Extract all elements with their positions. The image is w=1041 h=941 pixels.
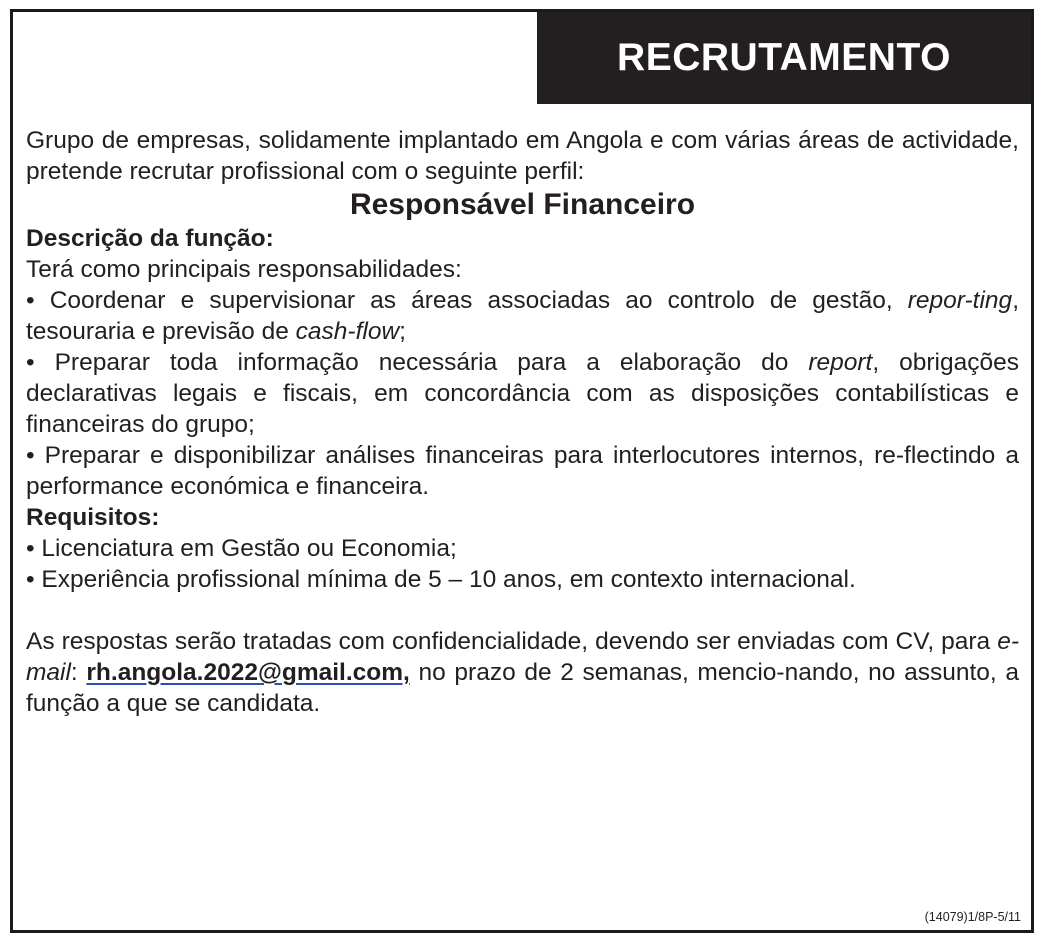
closing-paragraph bbox=[26, 626, 1019, 719]
description-bullet: • Preparar e disponibilizar análises financeiras para interlocutores internos, re-flectindo a performance económica e financeira. bbox=[26, 442, 1019, 500]
description-heading: Descrição da função: bbox=[26, 225, 274, 252]
bullet-text: , tesouraria e previsão de bbox=[26, 287, 1019, 345]
header-banner: RECRUTAMENTO bbox=[537, 12, 1031, 104]
bullet-emphasis: repor-ting bbox=[907, 287, 1013, 314]
description-bullet bbox=[26, 347, 1019, 440]
closing-text: : bbox=[70, 659, 87, 686]
description-lead: Terá como principais responsabilidades: bbox=[26, 256, 462, 283]
bullet-text: • Preparar toda informação necessária para a elaboração do bbox=[26, 349, 809, 376]
email-label: e-mail bbox=[26, 628, 1019, 686]
bullet-text: • Coordenar e supervisionar as áreas associadas ao controlo de gestão, bbox=[26, 287, 908, 314]
spacer bbox=[26, 595, 1019, 626]
requirement-item: • Licenciatura em Gestão ou Economia; bbox=[26, 535, 457, 562]
intro-paragraph: Grupo de empresas, solidamente implantado em Angola e com várias áreas de actividade, pretende recrutar profissional com o seguinte perfil: bbox=[26, 127, 1019, 185]
requirements-heading: Requisitos: bbox=[26, 504, 160, 531]
ad-content bbox=[26, 125, 1019, 719]
email-link[interactable]: rh.angola.2022@gmail.com, bbox=[86, 659, 410, 686]
bullet-emphasis: report bbox=[808, 349, 873, 376]
job-title: Responsável Financeiro bbox=[349, 188, 696, 221]
description-bullet bbox=[26, 285, 1019, 347]
bullet-text: , obrigações declarativas legais e fiscais, em concordância com as disposições contabilísticas e financeiras do grupo; bbox=[26, 349, 1019, 438]
closing-text: As respostas serão tratadas com confidencialidade, devendo ser enviadas com CV, para bbox=[26, 628, 998, 655]
bullet-text: ; bbox=[399, 318, 406, 345]
ad-frame bbox=[10, 9, 1034, 933]
requirement-item: • Experiência profissional mínima de 5 – 10 anos, em contexto internacional. bbox=[26, 566, 856, 593]
bullet-emphasis: cash-flow bbox=[295, 318, 400, 345]
closing-text: no prazo de 2 semanas, mencio-nando, no assunto, a função a que se candidata. bbox=[26, 659, 1019, 717]
reference-code: (14079)1/8P-5/11 bbox=[924, 910, 1021, 924]
